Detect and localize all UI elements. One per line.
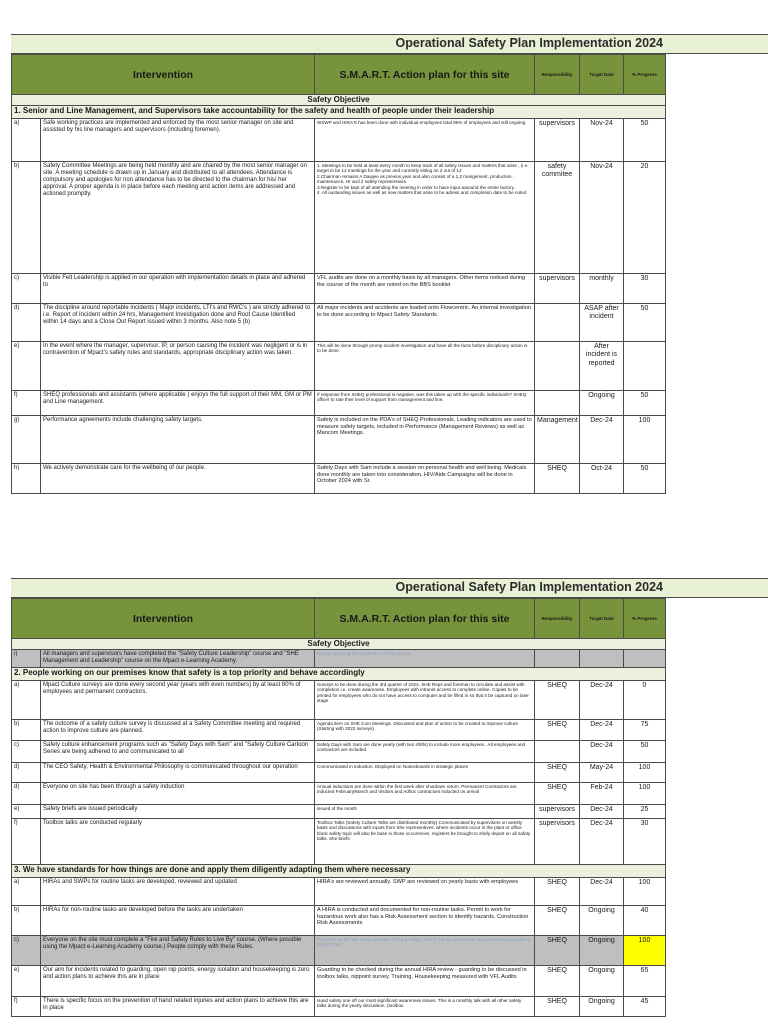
table-row <box>12 966 666 997</box>
row-letter: c) <box>12 274 41 304</box>
action-plan-cell: 1. Meetings to be held at least every month to keep track of all safety issues and matters that arise , (i.e. target to be 12 meetings for the year and currently sitting on 2 out of 12 2.Chairman remains A Dawjee as previos year and also consist of a 1,2 mangement, production , maintenance, Hr and 2 safety representives. 3.Register to be kept of all attending the meeting in order to have input aaround the entire factory . 4. All oustanding issues as well as new matters that arise to be adress and completion date to be noted <box>315 162 535 274</box>
page-title: Operational Safety Plan Implementation 2024 <box>395 36 663 50</box>
table-row <box>12 342 666 391</box>
intervention-cell: Safe working practices are implemented and enforced by the most senior manager on site and assisted by his line managers and supervisors (including foremen). <box>41 119 315 162</box>
table-row <box>12 997 666 1017</box>
action-plan-cell: Safety Days with Sam are done yearly (with two shifts) to include more employees.. All employees and contractors are included. <box>315 741 535 763</box>
table-row <box>12 162 666 274</box>
responsibility-cell: SHEQ <box>535 906 580 936</box>
target-date-cell: Oct-24 <box>580 464 624 494</box>
row-letter: b) <box>12 162 41 274</box>
responsibility-cell: SHEQ <box>535 720 580 741</box>
action-plan-cell: A HIRA is conducted and documented for non-routine tasks. Permit to work for hazardous work also has a Risk Assessment section to identify hazards. Construction Risk Assessments <box>315 906 535 936</box>
responsibility-cell: SHEQ <box>535 966 580 997</box>
table-row <box>12 741 666 763</box>
target-date-cell: After incident is reported <box>580 342 624 391</box>
progress-cell: 20 <box>624 162 666 274</box>
intervention-cell: We actively demonstrate care for the wellbeing of our people. <box>41 464 315 494</box>
action-plan-cell: All major incidents and accidents are loaded onto Flowcentric. An internal investigation to be done according to Mpact Safety Standards. <box>315 304 535 342</box>
target-date-cell: Feb-24 <box>580 783 624 805</box>
responsibility-cell: SHEQ <box>535 997 580 1017</box>
intervention-cell: The discipline around reportable incidents ( Major incidents, LTI's and RWC's ) are strictly adhered to i.e. Report of Incident within 24 hrs, Management Investigation done and Root Cause Identified within 14 days and a Close Out Report issued within 3 months. Also note 5 (b) <box>41 304 315 342</box>
responsibility-cell <box>535 342 580 391</box>
responsibility-cell: SHEQ <box>535 464 580 494</box>
progress-cell: 100 <box>624 416 666 464</box>
target-date-cell: Nov-24 <box>580 162 624 274</box>
sheet-2 <box>11 598 665 1017</box>
intervention-cell: Safety Committee Meetings are being held monthly and are chaired by the most senior manager on site. A meeting schedule is drawn up in January and distributed to all attendees. Attendance is compulsory and apologies for non attendance has to be directed to the chairman for his/ her approval. A proper agenda is in place before each meeting and action items are addressed and actioned promptly. <box>41 162 315 274</box>
title-bar <box>11 578 768 598</box>
responsibility-cell <box>535 741 580 763</box>
section-heading: 3. We have standards for how things are done and apply them diligently adapting them where necessary <box>12 865 666 878</box>
progress-cell: 30 <box>624 274 666 304</box>
progress-cell: 100 <box>624 763 666 783</box>
responsibility-cell: SHEQ <box>535 681 580 720</box>
progress-cell: 65 <box>624 966 666 997</box>
table-row <box>12 650 666 668</box>
progress-cell: 100 <box>624 878 666 906</box>
progress-cell: 50 <box>624 391 666 416</box>
table-row <box>12 416 666 464</box>
row-letter: e) <box>12 342 41 391</box>
target-date-cell: ASAP after incident <box>580 304 624 342</box>
table-row <box>12 936 666 966</box>
progress-cell: 30 <box>624 819 666 865</box>
header-intervention: Intervention <box>12 55 315 95</box>
section-heading: 1. Senior and Line Management, and Supervisors take accountability for the safety and health of people under their leadership <box>12 106 666 119</box>
action-plan-cell: Surveys to be done during the 3rd quarter of 2024. SHE Reps and foreman to circulate and assist with completion i.e. create awareness. Employees with intranet access to complete online. Copies to be printed for employees who do not have access to computer and be filled in so that it be captured on later stage <box>315 681 535 720</box>
header-responsibility: Responsibility <box>535 599 580 639</box>
responsibility-cell: SHEQ <box>535 936 580 966</box>
responsibility-cell <box>535 391 580 416</box>
intervention-cell: Safety culture enhancement programs such as "Safety Days with Sam" and "Safety Culture Cartoon Series are being adhered to and communicated to all <box>41 741 315 763</box>
responsibility-cell: SHEQ <box>535 878 580 906</box>
row-letter: f) <box>12 819 41 865</box>
page-title: Operational Safety Plan Implementation 2024 <box>395 580 663 594</box>
progress-cell: 0 <box>624 681 666 720</box>
intervention-cell: Everyone on site has been through a safety induction <box>41 783 315 805</box>
target-date-cell: May-24 <box>580 763 624 783</box>
row-letter: h) <box>12 464 41 494</box>
row-letter: f) <box>12 391 41 416</box>
progress-cell <box>624 650 666 668</box>
intervention-cell: HIRAs and SWPs for routine tasks are developed, reviewed and updated <box>41 878 315 906</box>
table-row <box>12 783 666 805</box>
header-action-plan: S.M.A.R.T. Action plan for this site <box>315 599 535 639</box>
target-date-cell: Dec-24 <box>580 416 624 464</box>
action-plan-cell: WSWP and HIRA'S has been done with individual employees total 95% of employees and still ongoing <box>315 119 535 162</box>
responsibility-cell: supervisors <box>535 805 580 819</box>
progress-cell: 100 <box>624 936 666 966</box>
progress-cell <box>624 342 666 391</box>
action-plan-cell: Guarding to be checked during the annual HIRA review - guarding to be discussed in toolbox talks, nippoint survey. Training, Housekeeping measured with VFL Audits <box>315 966 535 997</box>
row-letter: d) <box>12 783 41 805</box>
section-heading: 2. People working on our premises know that safety is a top priority and behave accordingly <box>12 668 666 681</box>
responsibility-cell <box>535 650 580 668</box>
target-date-cell: Ongoing <box>580 391 624 416</box>
row-letter: i) <box>12 650 41 668</box>
target-date-cell <box>580 650 624 668</box>
progress-cell: 100 <box>624 783 666 805</box>
safety-plan-table-1 <box>11 54 666 494</box>
header-row <box>12 55 666 95</box>
intervention-cell: Toolbox talks are conducted regularly <box>41 819 315 865</box>
target-date-cell: Ongoing <box>580 906 624 936</box>
header-progress: % Progress <box>624 55 666 95</box>
intervention-cell: Safety briefs are issued periodically <box>41 805 315 819</box>
table-row <box>12 819 666 865</box>
table-row <box>12 391 666 416</box>
header-progress: % Progress <box>624 599 666 639</box>
table-row <box>12 304 666 342</box>
intervention-cell: The CEO Safety, Health & Environmental Philosophy is communicated throughout our operation <box>41 763 315 783</box>
responsibility-cell <box>535 304 580 342</box>
target-date-cell: Nov-24 <box>580 119 624 162</box>
table-row <box>12 906 666 936</box>
table-row <box>12 681 666 720</box>
action-plan-cell: Safety is included on the PDA's of SHEQ Professionals. Leading indicators are used to measure safety targets, included in Performance (Management Reviews) as well as Mancom Meetings. <box>315 416 535 464</box>
header-intervention: Intervention <box>12 599 315 639</box>
header-row <box>12 599 666 639</box>
action-plan-cell: Communicated in induction. Displayed on Noticeboards in strategic places <box>315 763 535 783</box>
target-date-cell: Ongoing <box>580 966 624 997</box>
table-row <box>12 274 666 304</box>
intervention-cell: All managers and supervisors have completed the "Safety Culture Leadership" course and "SHE Management and Leadership" course on the Mpact e-Learning Academy. <box>41 650 315 668</box>
intervention-cell: Mpact Culture surveys are done every second year (years with even numbers) by at least 80% of employees and permanent contractors. <box>41 681 315 720</box>
progress-cell: 50 <box>624 304 666 342</box>
table-row <box>12 464 666 494</box>
responsibility-cell: supervisors <box>535 119 580 162</box>
responsibility-cell: supervisors <box>535 274 580 304</box>
intervention-cell: There is specific focus on the prevention of hand related injuries and action plans to achieve this are in place <box>41 997 315 1017</box>
row-letter: a) <box>12 681 41 720</box>
intervention-cell: Everyone on the site must complete a "Fire and Safety Rules to Live By" course. (Where possible using the Mpact e-Learning Academy course.) People comply with these Rules. <box>41 936 315 966</box>
action-plan-cell: Everyone on the site must complete a Fire & safety rules to live by courses on Mpact e-learning Academy (MSLC7DE). <box>315 936 535 966</box>
action-plan-cell: Hand safety one off our most significant awareness issues. This is a monthly talk with all other safety talks during the yearly discussion. (toolbox <box>315 997 535 1017</box>
action-plan-cell: Not yet, tracking the completion on the course <box>315 650 535 668</box>
row-letter: b) <box>12 906 41 936</box>
target-date-cell: Ongoing <box>580 997 624 1017</box>
table-row <box>12 119 666 162</box>
target-date-cell: Dec-24 <box>580 720 624 741</box>
table-row <box>12 805 666 819</box>
target-date-cell: Dec-24 <box>580 819 624 865</box>
table-row <box>12 720 666 741</box>
sheet-1 <box>11 54 665 494</box>
row-letter: a) <box>12 119 41 162</box>
intervention-cell: Performance agreements include challenging safety targets. <box>41 416 315 464</box>
target-date-cell: Dec-24 <box>580 878 624 906</box>
row-letter: c) <box>12 936 41 966</box>
header-responsibility: Responsibility <box>535 55 580 95</box>
responsibility-cell: Management <box>535 416 580 464</box>
progress-cell: 45 <box>624 997 666 1017</box>
responsibility-cell: SHEQ <box>535 783 580 805</box>
target-date-cell: monthly <box>580 274 624 304</box>
intervention-cell: Our aim for incidents related to guarding, open nip points, energy isolation and housekeeping is zero and action plans to achieve this are in place <box>41 966 315 997</box>
title-bar <box>11 34 768 54</box>
safety-objective-row: Safety Objective <box>12 639 666 650</box>
intervention-cell: SHEQ professionals and assistants (where applicable ) enjoys the full support of their MM, GM or PM and Line management. <box>41 391 315 416</box>
header-target-date: Target Date <box>580 55 624 95</box>
safety-plan-table-2 <box>11 598 666 1017</box>
row-letter: e) <box>12 966 41 997</box>
row-letter: e) <box>12 805 41 819</box>
action-plan-cell: This will be done through promp incident investigation and have all the facts before disciplinary action is to be done. <box>315 342 535 391</box>
row-letter: d) <box>12 763 41 783</box>
action-plan-cell: If response from SHEQ professional is negative, was this taken up with the specific individual/s? SHEQ officer to rate their level of support from management and line. <box>315 391 535 416</box>
target-date-cell: Dec-24 <box>580 681 624 720</box>
action-plan-cell: Annual inductions are done within the first week after shutdown return. Permanent Contractors are inducted February/March and Visitors and Adhoc contractors inducted on arrival <box>315 783 535 805</box>
responsibility-cell: safety commitee <box>535 162 580 274</box>
row-letter: d) <box>12 304 41 342</box>
header-target-date: Target Date <box>580 599 624 639</box>
progress-cell: 75 <box>624 720 666 741</box>
intervention-cell: Visible Felt Leadership is applied in our operation with implementation details in place and adhered to <box>41 274 315 304</box>
row-letter: a) <box>12 878 41 906</box>
table-row <box>12 878 666 906</box>
responsibility-cell: supervisors <box>535 819 580 865</box>
intervention-cell: HIRAs for non-routine tasks are developed before the tasks are undertaken <box>41 906 315 936</box>
header-action-plan: S.M.A.R.T. Action plan for this site <box>315 55 535 95</box>
action-plan-cell: Agenda item on SHE Com Meetings. Discussed and plan of action to be created to improve culture (Starting with 2022 surveys) <box>315 720 535 741</box>
action-plan-cell: VFL audits are done on a monthly basis by all managers. Other items noticed during the course of the month are noted on the BBS booklet <box>315 274 535 304</box>
action-plan-cell: Safety Days with Sam include a session on personal health and well being. Medicals done monthly are taken into consideration. HIV/Aids Campaigns will be done in October 2024 with Sr. <box>315 464 535 494</box>
target-date-cell: Dec-24 <box>580 741 624 763</box>
row-letter: c) <box>12 741 41 763</box>
progress-cell: 40 <box>624 906 666 936</box>
row-letter: b) <box>12 720 41 741</box>
target-date-cell: Ongoing <box>580 936 624 966</box>
row-letter: g) <box>12 416 41 464</box>
action-plan-cell: HIRA's are reviewed annually. SWP are reviewed on yearly basis with employees <box>315 878 535 906</box>
action-plan-cell: Toolbox Talks (Safety Culture Talks are distributed monthly) Communicated by supervisors on weekly basis and discussions with inputs from She representives. where incidents occur in the plant or office block safety topic will also be base in those occurences. registers be brought to shefy depart on all safety talks. She briefs <box>315 819 535 865</box>
progress-cell: 50 <box>624 464 666 494</box>
intervention-cell: The outcome of a safety culture survey is discussed at a Safety Committee meeting and required action to improve culture are planned. <box>41 720 315 741</box>
target-date-cell: Dec-24 <box>580 805 624 819</box>
progress-cell: 50 <box>624 119 666 162</box>
table-row <box>12 763 666 783</box>
intervention-cell: In the event where the manager, supervisor, IP, or person causing the incident was negligent or is in contravention of Mpact's safety rules and standards, appropriate disciplinary action was taken. <box>41 342 315 391</box>
responsibility-cell: SHEQ <box>535 763 580 783</box>
safety-objective-row: Safety Objective <box>12 95 666 106</box>
row-letter: f) <box>12 997 41 1017</box>
progress-cell: 50 <box>624 741 666 763</box>
action-plan-cell: issued of the month <box>315 805 535 819</box>
progress-cell: 25 <box>624 805 666 819</box>
